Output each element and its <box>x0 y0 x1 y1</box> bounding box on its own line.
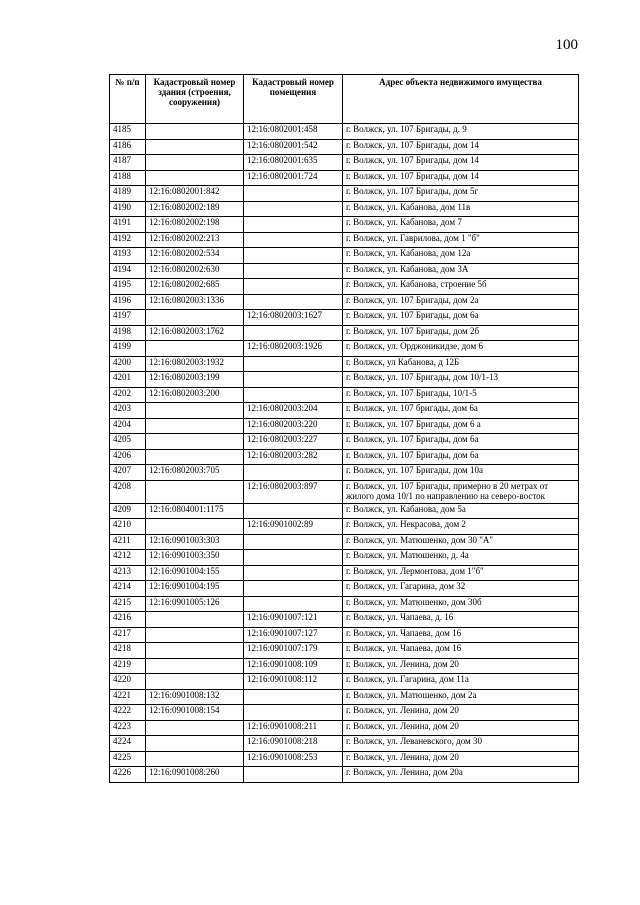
cell-number: 4213 <box>110 565 146 581</box>
cell-premises-cadastral <box>244 232 343 248</box>
cell-address: г. Волжск, ул. 107 Бригады, дом 14 <box>343 155 579 171</box>
property-registry-table <box>109 74 579 783</box>
cell-number: 4215 <box>110 596 146 612</box>
cell-number: 4218 <box>110 643 146 659</box>
cell-address: г. Волжск, ул. 107 Бригады, дом 14 <box>343 139 579 155</box>
cell-number: 4223 <box>110 720 146 736</box>
cell-address: г. Волжск, ул. Лермонтова, дом 1"б" <box>343 565 579 581</box>
header-building-cadastral: Кадастровый номер здания (строения, сооружения) <box>146 75 244 124</box>
table-row <box>110 186 579 202</box>
cell-premises-cadastral <box>244 248 343 264</box>
cell-premises-cadastral: 12:16:0802003:282 <box>244 449 343 465</box>
cell-number: 4206 <box>110 449 146 465</box>
cell-number: 4221 <box>110 689 146 705</box>
cell-premises-cadastral <box>244 201 343 217</box>
table-row <box>110 658 579 674</box>
cell-building-cadastral <box>146 736 244 752</box>
cell-building-cadastral: 12:16:0802003:200 <box>146 387 244 403</box>
cell-building-cadastral: 12:16:0802002:685 <box>146 279 244 295</box>
cell-building-cadastral: 12:16:0802003:1762 <box>146 325 244 341</box>
header-premises-cadastral: Кадастровый номер помещения <box>244 75 343 124</box>
cell-address: г. Волжск, ул. Леваневского, дом 30 <box>343 736 579 752</box>
cell-premises-cadastral: 12:16:0802003:204 <box>244 403 343 419</box>
cell-number: 4224 <box>110 736 146 752</box>
table-row <box>110 341 579 357</box>
table-header-row <box>110 75 579 124</box>
cell-premises-cadastral: 12:16:0802003:1627 <box>244 310 343 326</box>
cell-building-cadastral <box>146 124 244 140</box>
cell-number: 4225 <box>110 751 146 767</box>
cell-address: г. Волжск, ул. 107 Бригады, дом 2а <box>343 294 579 310</box>
cell-address: г. Волжск, ул. Ленина, дом 20 <box>343 720 579 736</box>
cell-building-cadastral <box>146 170 244 186</box>
cell-number: 4214 <box>110 581 146 597</box>
cell-building-cadastral <box>146 434 244 450</box>
cell-premises-cadastral <box>244 767 343 783</box>
cell-premises-cadastral <box>244 534 343 550</box>
cell-premises-cadastral <box>244 550 343 566</box>
cell-number: 4200 <box>110 356 146 372</box>
cell-building-cadastral: 12:16:0802003:199 <box>146 372 244 388</box>
cell-building-cadastral: 12:16:0802002:534 <box>146 248 244 264</box>
cell-premises-cadastral: 12:16:0901007:121 <box>244 612 343 628</box>
table-row <box>110 248 579 264</box>
cell-address: г. Волжск, ул. Чапаева, д. 16 <box>343 612 579 628</box>
cell-premises-cadastral <box>244 387 343 403</box>
table-row <box>110 449 579 465</box>
table-row <box>110 310 579 326</box>
cell-building-cadastral <box>146 310 244 326</box>
table-row <box>110 720 579 736</box>
cell-number: 4187 <box>110 155 146 171</box>
header-number: № п/п <box>110 75 146 124</box>
table-row <box>110 550 579 566</box>
cell-premises-cadastral <box>244 263 343 279</box>
table-row <box>110 767 579 783</box>
table-row <box>110 465 579 481</box>
table-row <box>110 263 579 279</box>
cell-number: 4191 <box>110 217 146 233</box>
cell-building-cadastral: 12:16:0802003:1932 <box>146 356 244 372</box>
table-row <box>110 565 579 581</box>
cell-number: 4190 <box>110 201 146 217</box>
cell-building-cadastral: 12:16:0901004:195 <box>146 581 244 597</box>
table-row <box>110 325 579 341</box>
cell-address: г. Волжск, ул. Матюшенко, д. 4а <box>343 550 579 566</box>
cell-premises-cadastral <box>244 689 343 705</box>
table-row <box>110 294 579 310</box>
cell-address: г. Волжск, ул. 107 Бригады, д. 9 <box>343 124 579 140</box>
cell-premises-cadastral: 12:16:0802003:897 <box>244 480 343 503</box>
cell-address: г. Волжск, ул. 107 Бригады, дом 6а <box>343 310 579 326</box>
cell-number: 4194 <box>110 263 146 279</box>
table-row <box>110 372 579 388</box>
cell-address: г. Волжск, ул. 107 Бригады, дом 2б <box>343 325 579 341</box>
table-row <box>110 503 579 519</box>
cell-address: г. Волжск, ул. Матюшенко, дом 2а <box>343 689 579 705</box>
table-row <box>110 232 579 248</box>
cell-address: г. Волжск, ул. Ленина, дом 20 <box>343 658 579 674</box>
table-row <box>110 480 579 503</box>
table-row <box>110 387 579 403</box>
cell-building-cadastral <box>146 155 244 171</box>
table-row <box>110 279 579 295</box>
cell-number: 4198 <box>110 325 146 341</box>
page-number: 100 <box>555 37 578 53</box>
cell-number: 4205 <box>110 434 146 450</box>
cell-number: 4211 <box>110 534 146 550</box>
cell-premises-cadastral <box>244 503 343 519</box>
table-row <box>110 534 579 550</box>
cell-number: 4207 <box>110 465 146 481</box>
table-row <box>110 689 579 705</box>
cell-building-cadastral <box>146 403 244 419</box>
cell-address: г. Волжск, ул. 107 Бригады, дом 6а <box>343 449 579 465</box>
cell-address: г. Волжск, ул Кабанова, д 12Б <box>343 356 579 372</box>
cell-address: г. Волжск, ул. 107 Бригады, дом 10а <box>343 465 579 481</box>
table-row <box>110 139 579 155</box>
cell-building-cadastral: 12:16:0802002:198 <box>146 217 244 233</box>
cell-number: 4216 <box>110 612 146 628</box>
cell-premises-cadastral: 12:16:0901008:112 <box>244 674 343 690</box>
cell-number: 4188 <box>110 170 146 186</box>
cell-building-cadastral <box>146 480 244 503</box>
cell-number: 4212 <box>110 550 146 566</box>
cell-number: 4209 <box>110 503 146 519</box>
table-row <box>110 643 579 659</box>
cell-building-cadastral <box>146 341 244 357</box>
cell-number: 4219 <box>110 658 146 674</box>
cell-address: г. Волжск, ул. 107 Бригады, 10/1-5 <box>343 387 579 403</box>
cell-building-cadastral: 12:16:0901003:350 <box>146 550 244 566</box>
table-row <box>110 736 579 752</box>
cell-address: г. Волжск, ул. Ленина, дом 20 <box>343 705 579 721</box>
cell-building-cadastral: 12:16:0901003:303 <box>146 534 244 550</box>
cell-address: г. Волжск, ул. 107 бригады, дом 6а <box>343 403 579 419</box>
cell-premises-cadastral: 12:16:0901008:109 <box>244 658 343 674</box>
cell-premises-cadastral <box>244 279 343 295</box>
cell-address: г. Волжск, ул. Матюшенко, дом 30 "А" <box>343 534 579 550</box>
cell-address: г. Волжск, ул. Некрасова, дом 2 <box>343 519 579 535</box>
cell-building-cadastral: 12:16:0802003:1336 <box>146 294 244 310</box>
table-row <box>110 124 579 140</box>
cell-building-cadastral <box>146 720 244 736</box>
cell-address: г. Волжск, ул. 107 Бригады, примерно в 20 метрах от жилого дома 10/1 по направлению на северо-восток <box>343 480 579 503</box>
cell-premises-cadastral: 12:16:0901002:89 <box>244 519 343 535</box>
cell-address: г. Волжск, ул. Кабанова, дом 12а <box>343 248 579 264</box>
cell-address: г. Волжск, ул. Кабанова, дом 7 <box>343 217 579 233</box>
cell-number: 4199 <box>110 341 146 357</box>
cell-premises-cadastral: 12:16:0901008:218 <box>244 736 343 752</box>
cell-number: 4204 <box>110 418 146 434</box>
cell-address: г. Волжск, ул. Кабанова, дом 3А <box>343 263 579 279</box>
cell-premises-cadastral <box>244 705 343 721</box>
table-row <box>110 705 579 721</box>
table-row <box>110 612 579 628</box>
cell-address: г. Волжск, ул. 107 Бригады, дом 5г <box>343 186 579 202</box>
cell-premises-cadastral: 12:16:0901008:211 <box>244 720 343 736</box>
cell-number: 4197 <box>110 310 146 326</box>
cell-building-cadastral: 12:16:0901008:154 <box>146 705 244 721</box>
cell-building-cadastral <box>146 643 244 659</box>
cell-building-cadastral: 12:16:0804001:1175 <box>146 503 244 519</box>
cell-building-cadastral: 12:16:0901008:132 <box>146 689 244 705</box>
cell-number: 4220 <box>110 674 146 690</box>
cell-building-cadastral <box>146 658 244 674</box>
cell-building-cadastral: 12:16:0802002:213 <box>146 232 244 248</box>
cell-premises-cadastral <box>244 186 343 202</box>
cell-building-cadastral: 12:16:0901004:155 <box>146 565 244 581</box>
cell-number: 4217 <box>110 627 146 643</box>
cell-premises-cadastral <box>244 581 343 597</box>
cell-number: 4226 <box>110 767 146 783</box>
cell-premises-cadastral <box>244 325 343 341</box>
cell-building-cadastral: 12:16:0901008:260 <box>146 767 244 783</box>
cell-premises-cadastral: 12:16:0901008:253 <box>244 751 343 767</box>
cell-premises-cadastral: 12:16:0802001:724 <box>244 170 343 186</box>
table-row <box>110 519 579 535</box>
table-row <box>110 596 579 612</box>
cell-premises-cadastral: 12:16:0802003:1926 <box>244 341 343 357</box>
table-row <box>110 581 579 597</box>
cell-number: 4203 <box>110 403 146 419</box>
cell-premises-cadastral <box>244 356 343 372</box>
cell-building-cadastral <box>146 418 244 434</box>
cell-address: г. Волжск, ул. Ленина, дом 20а <box>343 767 579 783</box>
cell-premises-cadastral: 12:16:0802003:227 <box>244 434 343 450</box>
cell-number: 4202 <box>110 387 146 403</box>
cell-number: 4186 <box>110 139 146 155</box>
cell-building-cadastral: 12:16:0802003:705 <box>146 465 244 481</box>
cell-address: г. Волжск, ул. 107 Бригады, дом 14 <box>343 170 579 186</box>
cell-number: 4189 <box>110 186 146 202</box>
cell-address: г. Волжск, ул. Гаврилова, дом 1 "б" <box>343 232 579 248</box>
cell-address: г. Волжск, ул. Гагарина, дом 32 <box>343 581 579 597</box>
cell-premises-cadastral: 12:16:0802001:542 <box>244 139 343 155</box>
cell-address: г. Волжск, ул. 107 Бригады, дом 6 а <box>343 418 579 434</box>
cell-number: 4222 <box>110 705 146 721</box>
table-row <box>110 403 579 419</box>
cell-premises-cadastral <box>244 596 343 612</box>
header-address: Адрес объекта недвижимого имущества <box>343 75 579 124</box>
cell-premises-cadastral <box>244 565 343 581</box>
cell-number: 4193 <box>110 248 146 264</box>
table-row <box>110 170 579 186</box>
cell-premises-cadastral: 12:16:0802001:458 <box>244 124 343 140</box>
cell-building-cadastral <box>146 519 244 535</box>
cell-number: 4196 <box>110 294 146 310</box>
cell-address: г. Волжск, ул. Чапаева, дом 16 <box>343 643 579 659</box>
cell-building-cadastral <box>146 449 244 465</box>
cell-premises-cadastral: 12:16:0901007:127 <box>244 627 343 643</box>
cell-premises-cadastral: 12:16:0802003:220 <box>244 418 343 434</box>
cell-building-cadastral <box>146 612 244 628</box>
table-row <box>110 418 579 434</box>
cell-number: 4192 <box>110 232 146 248</box>
table-row <box>110 356 579 372</box>
cell-premises-cadastral: 12:16:0802001:635 <box>244 155 343 171</box>
table-row <box>110 627 579 643</box>
cell-building-cadastral: 12:16:0901005:126 <box>146 596 244 612</box>
cell-building-cadastral: 12:16:0802002:630 <box>146 263 244 279</box>
cell-premises-cadastral <box>244 217 343 233</box>
cell-number: 4210 <box>110 519 146 535</box>
cell-building-cadastral <box>146 674 244 690</box>
cell-address: г. Волжск, ул. 107 Бригады, дом 6а <box>343 434 579 450</box>
cell-number: 4201 <box>110 372 146 388</box>
table-row <box>110 155 579 171</box>
cell-building-cadastral <box>146 751 244 767</box>
cell-premises-cadastral <box>244 465 343 481</box>
cell-address: г. Волжск, ул. Матюшенко, дом 30б <box>343 596 579 612</box>
cell-building-cadastral: 12:16:0802002:189 <box>146 201 244 217</box>
cell-address: г. Волжск, ул. Кабанова, дом 5а <box>343 503 579 519</box>
table-row <box>110 674 579 690</box>
table-row <box>110 217 579 233</box>
cell-building-cadastral <box>146 627 244 643</box>
cell-number: 4208 <box>110 480 146 503</box>
cell-address: г. Волжск, ул. Кабанова, строение 5б <box>343 279 579 295</box>
cell-building-cadastral: 12:16:0802001:842 <box>146 186 244 202</box>
cell-address: г. Волжск, ул. Орджоникидзе, дом 6 <box>343 341 579 357</box>
cell-address: г. Волжск, ул. Гагарина, дом 11а <box>343 674 579 690</box>
cell-number: 4195 <box>110 279 146 295</box>
table-row <box>110 751 579 767</box>
cell-number: 4185 <box>110 124 146 140</box>
cell-address: г. Волжск, ул. Кабанова, дом 11в <box>343 201 579 217</box>
cell-address: г. Волжск, ул. Чапаева, дом 16 <box>343 627 579 643</box>
cell-building-cadastral <box>146 139 244 155</box>
cell-address: г. Волжск, ул. 107 Бригады, дом 10/1-13 <box>343 372 579 388</box>
table-body <box>110 124 579 783</box>
table-row <box>110 201 579 217</box>
cell-premises-cadastral <box>244 372 343 388</box>
cell-premises-cadastral: 12:16:0901007:179 <box>244 643 343 659</box>
table-row <box>110 434 579 450</box>
cell-premises-cadastral <box>244 294 343 310</box>
cell-address: г. Волжск, ул. Ленина, дом 20 <box>343 751 579 767</box>
